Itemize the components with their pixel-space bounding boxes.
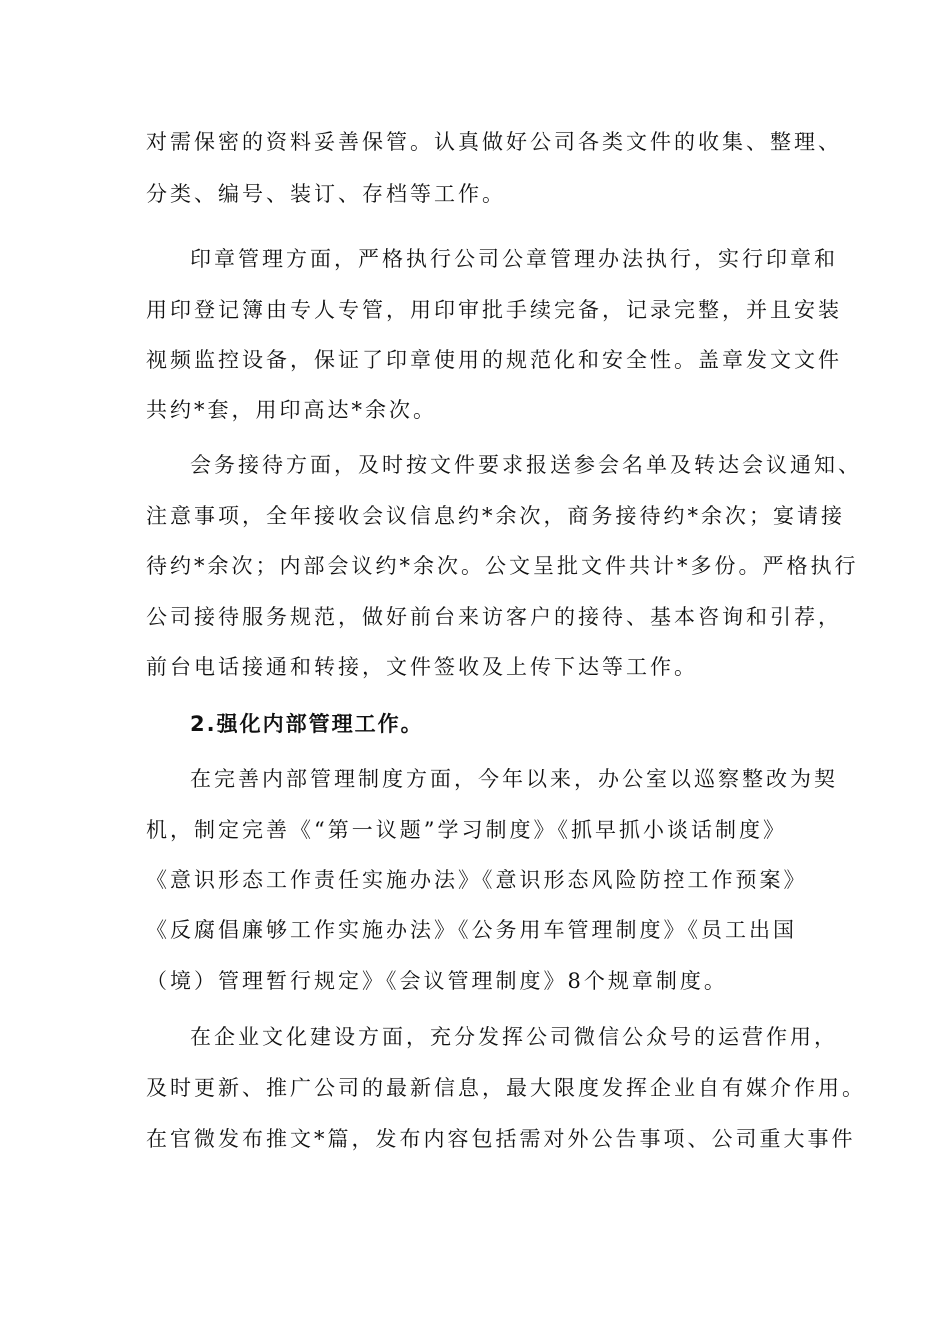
paragraph-1-line-2: 分类、编号、装订、存档等工作。 [146, 182, 506, 206]
paragraph-3-line-3: 待约*余次；内部会议约*余次。公文呈批文件共计*多份。严格执行 [146, 554, 859, 578]
paragraph-3-line-5: 前台电话接通和转接，文件签收及上传下达等工作。 [146, 655, 698, 679]
paragraph-5-line-5: （境）管理暂行规定》《会议管理制度》8个规章制度。 [146, 969, 728, 993]
paragraph-1-line-1: 对需保密的资料妥善保管。认真做好公司各类文件的收集、整理、 [146, 130, 842, 154]
paragraph-2-line-1: 印章管理方面，严格执行公司公章管理办法执行，实行印章和 [190, 247, 838, 271]
paragraph-5-line-4: 《反腐倡廉够工作实施办法》《公务用车管理制度》《员工出国 [146, 918, 797, 942]
paragraph-2-line-3: 视频监控设备，保证了印章使用的规范化和安全性。盖章发文文件 [146, 348, 842, 372]
paragraph-6-line-1: 在企业文化建设方面，充分发挥公司微信公众号的运营作用， [190, 1025, 838, 1049]
paragraph-6-line-2: 及时更新、推广公司的最新信息，最大限度发挥企业自有媒介作用。 [146, 1076, 866, 1100]
paragraph-3-line-4: 公司接待服务规范，做好前台来访客户的接待、基本咨询和引荐， [146, 605, 842, 629]
paragraph-2-line-4: 共约*套，用印高达*余次。 [146, 398, 437, 422]
paragraph-3-line-2: 注意事项，全年接收会议信息约*余次，商务接待约*余次；宴请接 [146, 504, 845, 528]
paragraph-5-line-2: 机，制定完善《“第一议题”学习制度》《抓早抓小谈话制度》 [146, 818, 787, 842]
paragraph-3-line-1: 会务接待方面，及时按文件要求报送参会名单及转达会议通知、 [190, 453, 862, 477]
paragraph-2-line-2: 用印登记簿由专人专管，用印审批手续完备，记录完整，并且安装 [146, 298, 842, 322]
paragraph-6-line-3: 在官微发布推文*篇，发布内容包括需对外公告事项、公司重大事件 [146, 1127, 856, 1151]
paragraph-5-line-1: 在完善内部管理制度方面，今年以来，办公室以巡察整改为契 [190, 767, 838, 791]
paragraph-5-line-3: 《意识形态工作责任实施办法》《意识形态风险防控工作预案》 [146, 868, 808, 892]
section-heading: 2.强化内部管理工作。 [190, 712, 424, 736]
